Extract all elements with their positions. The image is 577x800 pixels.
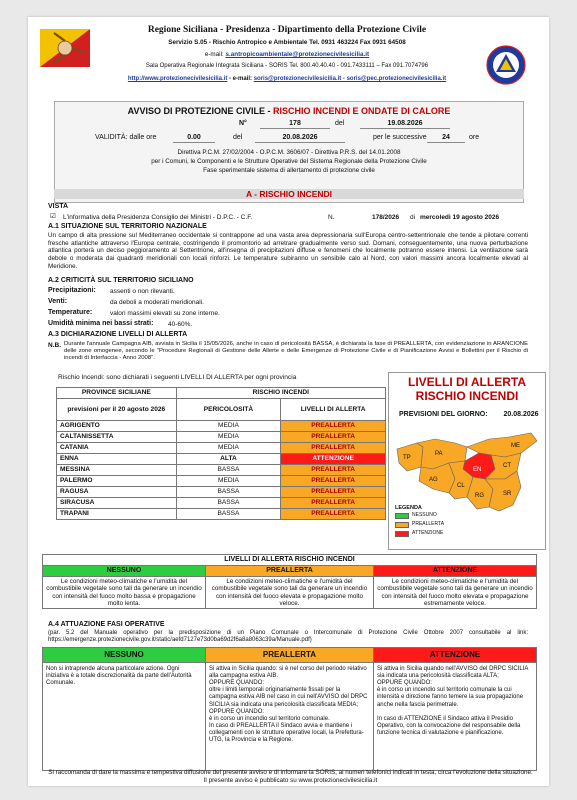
operational-phases-table bbox=[42, 647, 537, 771]
legend-swatch-green bbox=[395, 513, 409, 519]
province-alert-level: PREALLERTA bbox=[281, 432, 386, 443]
map-forecast: PREVISIONI DEL GIORNO: 20.08.2026 bbox=[399, 411, 539, 418]
province-danger: MEDIA bbox=[176, 421, 281, 432]
phase-attenzione-text: Si attiva in Sicilia quando nell'AVVISO del DRPC SICILIA sia indicata una pericolosità classificata ALTA; OPPURE QUANDO: è in corso un incendio sul territorio comunale la cui intensità e direzione fanno temere la sua propagazione anche nella fascia perimetrale. In caso di ATTENZIONE il Sindaco attiva il Presidio Operativo, con la convocazione del responsabile della funzione tecnica di valutazione e pianificazione. bbox=[373, 662, 536, 770]
province-row bbox=[57, 432, 386, 443]
province-row bbox=[57, 421, 386, 432]
province-row bbox=[57, 509, 386, 520]
a4-title: A.4 ATTUAZIONE FASI OPERATIVE bbox=[48, 621, 165, 628]
province-danger: BASSA bbox=[176, 487, 281, 498]
sicily-trinacria-logo-icon bbox=[40, 29, 90, 67]
province-row bbox=[57, 454, 386, 465]
map-label-sr: SR bbox=[503, 491, 512, 497]
province-danger: MEDIA bbox=[176, 432, 281, 443]
validity-del-label: del bbox=[233, 134, 243, 141]
nb-label: N.B. bbox=[48, 342, 61, 349]
service-line: Servizio S.05 - Rischio Antropico e Ambientale Tel. 0931 463224 Fax 0931 64508 bbox=[168, 38, 406, 46]
vista-label: VISTA bbox=[48, 203, 69, 210]
level-preallerta-text: Le condizioni meteo-climatiche e l'umidità del combustibile vegetale sono tali da generare un incendio con intensità del fuoco elevata e propagazione molto veloce. bbox=[206, 577, 374, 609]
legend-attenzione: ATTENZIONE bbox=[395, 531, 443, 537]
province-danger: BASSA bbox=[176, 498, 281, 509]
province-danger: MEDIA bbox=[176, 443, 281, 454]
province-name: PALERMO bbox=[57, 476, 177, 487]
levels-title: LIVELLI DI ALLERTA RISCHIO INCENDI bbox=[43, 555, 537, 566]
vista-date: mercoledì 19 agosto 2026 bbox=[420, 214, 500, 221]
map-label-rg: RG bbox=[475, 493, 484, 499]
province-name: MESSINA bbox=[57, 465, 177, 476]
province-name: AGRIGENTO bbox=[57, 421, 177, 432]
level-attenzione-text: Le condizioni meteo-climatiche e l'umidità del combustibile vegetale sono tali da generare un incendio con intensità del fuoco molto elevata e propagazione estremamente veloce. bbox=[373, 577, 536, 609]
province-name: CATANIA bbox=[57, 443, 177, 454]
section-a-title: A - RISCHIO INCENDI bbox=[54, 189, 524, 199]
phase-preallerta-header: PREALLERTA bbox=[206, 648, 374, 663]
department-name: Regione Siciliana - Presidenza - Dipartimento della Protezione Civile bbox=[147, 25, 427, 35]
map-title-1: LIVELLI DI ALLERTA bbox=[408, 375, 526, 389]
map-label-me: ME bbox=[511, 443, 520, 449]
level-nessuno-header: NESSUNO bbox=[43, 566, 206, 577]
legend-swatch-orange bbox=[395, 522, 409, 528]
notice-title: AVVISO DI PROTEZIONE CIVILE - RISCHIO INCENDI E ONDATE DI CALORE bbox=[127, 106, 451, 116]
a2-key-4: Umidità minima nei bassi strati: bbox=[48, 320, 154, 327]
phase-nessuno-text: Non si intraprende alcuna particolare azione. Ogni iniziativa è a totale discrezionalità da parte dell'Autorità Comunale. bbox=[43, 662, 206, 770]
province-alert-level: PREALLERTA bbox=[281, 443, 386, 454]
a2-key-1: Precipitazioni: bbox=[48, 287, 96, 294]
phase-attenzione-header: ATTENZIONE bbox=[373, 648, 536, 663]
province-alert-table bbox=[56, 387, 386, 520]
province-row bbox=[57, 487, 386, 498]
a1-title: A.1 SITUAZIONE SUL TERRITORIO NAZIONALE bbox=[48, 223, 207, 230]
col-province: PROVINCE SICILIANE bbox=[57, 388, 177, 399]
province-row bbox=[57, 465, 386, 476]
directive-line-1: Direttiva P.C.M. 27/02/2004 - O.P.C.M. 3606/07 - Direttiva P.R.S. del 14.01.2008 bbox=[177, 149, 401, 156]
validity-hour: 0.00 bbox=[173, 134, 215, 143]
province-alert-level: PREALLERTA bbox=[281, 476, 386, 487]
document-page bbox=[28, 17, 549, 786]
alert-levels-table bbox=[42, 554, 537, 609]
province-alert-level: PREALLERTA bbox=[281, 465, 386, 476]
map-label-en: EN bbox=[473, 467, 482, 473]
a2-key-2: Venti: bbox=[48, 298, 68, 305]
a4-text: (par. 5.2 del Manuale operativo per la predisposizione di un Piano Comunale o Intercomunale di Protezione Civile Ottobre 2007 consultabile al link: https://emergenze.protezionecivile.gov.it/static/aefd7127e73d0ba69d2f6a8a8063c39a/Manuale.pdf) bbox=[48, 630, 528, 644]
map-label-ag: AG bbox=[429, 477, 438, 483]
level-attenzione-header: ATTENZIONE bbox=[373, 566, 536, 577]
next-hours: 24 bbox=[427, 134, 465, 143]
notice-number: 178 bbox=[260, 120, 330, 129]
province-alert-level: PREALLERTA bbox=[281, 509, 386, 520]
province-alert-level: ATTENZIONE bbox=[281, 454, 386, 465]
notice-date: 19.08.2026 bbox=[360, 120, 450, 129]
col-danger: PERICOLOSITÀ bbox=[176, 399, 281, 421]
province-row bbox=[57, 498, 386, 509]
province-row bbox=[57, 443, 386, 454]
province-name: RAGUSA bbox=[57, 487, 177, 498]
declared-levels-text: Rischio Incendi: sono dichiarati i seguenti LIVELLI DI ALLERTA per ogni provincia bbox=[58, 374, 297, 381]
soris-email-link[interactable]: soris@protezionecivilesicilia.it - soris@pec.protezionecivilesicilia.it bbox=[253, 76, 447, 83]
notice-header bbox=[54, 101, 524, 203]
service-email-line: e-mail: s.antropicoambientale@protezionecivilesicilia.it bbox=[204, 51, 370, 59]
legend-preallerta: PREALLERTA bbox=[395, 522, 444, 528]
province-rows bbox=[57, 421, 386, 520]
web-line: http://www.protezionecivilesicilia.it - e-mail: soris@protezionecivilesicilia.it - soris@pec.protezionecivilesicilia.it bbox=[127, 76, 447, 83]
province-name: TRAPANI bbox=[57, 509, 177, 520]
a2-val-3: valori massimi elevati su zone interne. bbox=[110, 310, 220, 317]
notice-del-label: del bbox=[335, 120, 345, 127]
province-alert-level: PREALLERTA bbox=[281, 421, 386, 432]
directive-line-3: Fase sperimentale sistema di allertamento di protezione civile bbox=[203, 167, 375, 174]
province-alert-level: PREALLERTA bbox=[281, 487, 386, 498]
vista-text: L'informativa della Presidenza Consiglio dei Ministri - D.P.C. - C.F. bbox=[63, 214, 253, 221]
map-label-cl: CL bbox=[457, 483, 465, 489]
map-label-pa: PA bbox=[435, 451, 443, 457]
ore-label: ore bbox=[469, 134, 480, 141]
province-danger: ALTA bbox=[176, 454, 281, 465]
a2-val-1: assenti o non rilevanti. bbox=[110, 288, 175, 295]
legend-nessuno: NESSUNO bbox=[395, 513, 437, 519]
alert-map-panel bbox=[388, 372, 546, 550]
notice-number-label: N° bbox=[239, 120, 247, 127]
letterhead-text bbox=[92, 25, 482, 83]
service-email-link[interactable]: s.antropicoambientale@protezionecivilesicilia.it bbox=[225, 51, 370, 59]
a1-text: Un campo di alta pressione sul Mediterraneo occidentale si contrappone ad una vasta area depressionaria sull'Europa centro-settentrionale che tende a pilotare correnti fresche atlantiche attraverso l'Europa centrale, costringendo il promontorio ad arretrare gradualmente verso sud. Domani, conseguentemente, una nuova perturbazione atlantica porterà un deciso peggioramento al Settentrione, all'insegna di precipitazioni diffuse e fenomeni che localmente potranno essere intensi. La ventilazione sarà debole o moderata dai quadranti meridionali con locali rinforzi. Le temperature subiranno un sensibile calo al Nord, con valori massimi ancora localmente elevati al Meridione. bbox=[48, 232, 528, 270]
province-alert-level: PREALLERTA bbox=[281, 498, 386, 509]
province-name: ENNA bbox=[57, 454, 177, 465]
province-row bbox=[57, 476, 386, 487]
civil-protection-logo-icon bbox=[486, 45, 526, 85]
validity-date: 20.08.2026 bbox=[255, 134, 345, 143]
directive-line-2: per i Comuni, le Componenti e le Strutture Operative del Sistema Regionale della Protezione Civile bbox=[151, 158, 427, 165]
phase-preallerta-text: Si attiva in Sicilia quando: si è nel corso del periodo relativo alla campagna estiva AIB. OPPURE QUANDO: oltre i limiti temporali originariamente fissati per la campagna estiva AIB nel caso in cui nell'AVVISO del DRPC SICILIA sia indicata una pericolosità classificata MEDIA; OPPURE QUANDO: è in corso un incendio sul territorio comunale. In caso di PREALLERTA il Sindaco avvia e mantiene i collegamenti con le strutture operative locali, la Prefettura-UTG, la Provincia e la Regione. bbox=[206, 662, 374, 770]
a2-val-4: 40-60%. bbox=[168, 321, 193, 328]
validity-label: VALIDITÀ: dalle ore bbox=[95, 134, 157, 141]
map-title-2: RISCHIO INCENDI bbox=[415, 388, 519, 403]
a2-val-2: da deboli a moderati meridionali. bbox=[110, 299, 204, 306]
province-danger: MEDIA bbox=[176, 476, 281, 487]
nb-text: Durante l'annuale Campagna AIB, avviata in Sicilia il 15/05/2026, anche in caso di pericolosità BASSA, è dichiarata la fase di PREALLERTA, con evidenziazione in ARANCIONE delle zone omogenee, secondo le "Procedure Regionali di Gestione delle Allerte e delle Emergenze di Protezione Civile e di Pianificazione Avvisi e Bollettini per il Rischio di incendi di Interfaccia - Anno 2008". bbox=[64, 341, 528, 362]
legend-swatch-red bbox=[395, 531, 409, 537]
letterhead bbox=[28, 25, 549, 101]
map-label-tp: TP bbox=[403, 455, 411, 461]
province-danger: BASSA bbox=[176, 465, 281, 476]
footer-note: Si raccomanda di dare la massima e tempestiva diffusione del presente avviso e di informare la SORIS, ai numeri telefonici indicati in testa, circa l'evoluzione della situazione. Il presente avviso è pubblicato su www.protezionecivilesicilia.it bbox=[48, 769, 533, 784]
col-level: LIVELLI DI ALLERTA bbox=[281, 399, 386, 421]
vista-n-value: 178/2026 bbox=[372, 214, 400, 221]
level-preallerta-header: PREALLERTA bbox=[206, 566, 374, 577]
vista-n-label: N. bbox=[328, 214, 335, 221]
legend-title: LEGENDA bbox=[395, 505, 422, 511]
map-me bbox=[467, 433, 537, 457]
sicily-map bbox=[393, 427, 543, 517]
province-danger: BASSA bbox=[176, 509, 281, 520]
col-risk: RISCHIO INCENDI bbox=[176, 388, 385, 399]
vista-checkbox-icon: ☑ bbox=[50, 213, 56, 220]
website-link[interactable]: http://www.protezionecivilesicilia.it bbox=[127, 76, 228, 83]
level-nessuno-text: Le condizioni meteo-climatiche e l'umidità del combustibile vegetale sono tali da generare un incendio con intensità del fuoco molto bassa e propagazione molto lenta. bbox=[43, 577, 206, 609]
province-name: SIRACUSA bbox=[57, 498, 177, 509]
a3-title: A.3 DICHIARAZIONE LIVELLI DI ALLERTA bbox=[48, 331, 188, 338]
col-forecast: previsioni per il 20 agosto 2026 bbox=[57, 399, 177, 421]
a2-title: A.2 CRITICITÀ SUL TERRITORIO SICILIANO bbox=[48, 277, 194, 284]
province-name: CALTANISSETTA bbox=[57, 432, 177, 443]
map-label-ct: CT bbox=[503, 463, 511, 469]
vista-di-label: di bbox=[410, 214, 416, 221]
phase-nessuno-header: NESSUNO bbox=[43, 648, 206, 663]
a2-key-3: Temperature: bbox=[48, 309, 93, 316]
soris-line: Sala Operativa Regionale Integrata Siciliana - SORIS Tel. 800.40.40.40 - 091.7433111 – Fax 091.7074796 bbox=[145, 63, 429, 70]
next-hours-label: per le successive bbox=[373, 134, 427, 141]
